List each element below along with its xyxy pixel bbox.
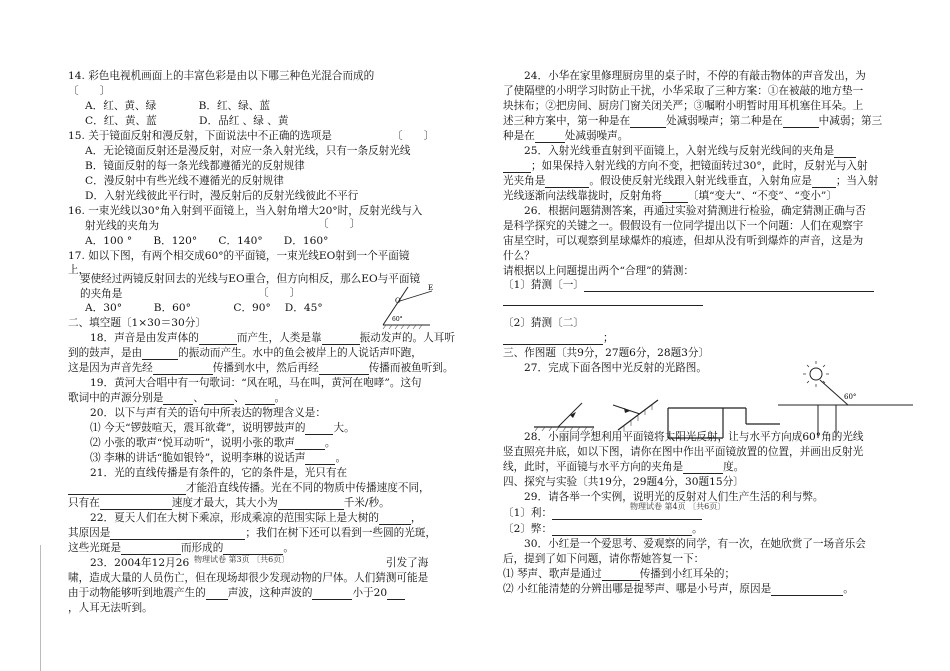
q18-blank-1[interactable]: [199, 333, 237, 345]
q18-blank-2[interactable]: [322, 333, 360, 345]
q25-text-g: 〔填“变大”、“不变”、“变小”〕: [687, 190, 837, 202]
q17-bracket: 〔 〕: [258, 287, 301, 299]
q23-line2: 啸，造成大量的人员伤亡，但在现场却很少发现动物的尸体。人们猜测可能是: [68, 572, 429, 584]
q30-line2: 后，提到了如下问题，请你帮她答复一下：: [503, 553, 705, 565]
q29-part2-label: 〔2〕弊：: [503, 523, 553, 535]
q22-blank-2[interactable]: [110, 528, 245, 540]
q24-text-d: 种是在: [503, 130, 535, 142]
q21-blank-1[interactable]: [68, 483, 186, 495]
q20-sub1-end: 大。: [333, 422, 355, 434]
q25-text-d: 。假设使反射光线跟入射光线垂直，入射角应是: [589, 175, 812, 187]
q23-text-a: 由于动物能够听到地震产生的: [68, 587, 206, 599]
q23-blank-2[interactable]: [312, 588, 352, 600]
q25-text-e: ；当入射: [835, 175, 879, 187]
q23-blank-3[interactable]: [387, 588, 405, 600]
q17-stem-line2: 要使经过两镜反射回去的光线与EO重合，但方向相反，那么EO与平面镜: [80, 273, 421, 285]
q19-blank-2[interactable]: [204, 393, 234, 405]
q28-text-a: 线，此时，平面镜与水平方向的夹角是: [503, 461, 684, 473]
q17-label-angle: 60°: [392, 316, 403, 323]
q27-figure-1: [534, 403, 594, 431]
q17-mirror-figure: [378, 283, 438, 333]
q20-sub3-text: ⑶ 李琳的讲话“脆如银铃”，说明李琳的说话声: [90, 452, 306, 464]
q24-text-a: 述三种方案中，第一种是在: [503, 115, 631, 127]
q14-stem: 14. 彩色电视机画面上的丰富色彩是由以下哪三种色光混合而成的: [68, 70, 375, 82]
q18-text-c: 振动发声的。人耳听: [359, 332, 455, 344]
q18-text-g: 传播到水中，然后再经: [212, 362, 319, 374]
q23-line1b: 引发了海: [386, 557, 429, 569]
q30-sub2-end: 。: [843, 583, 854, 595]
q22-blank-1[interactable]: [379, 513, 411, 525]
q21-line3: [68, 496, 390, 510]
q29-part1: [503, 506, 702, 520]
q15-option-b: B．镜面反射的每一条光线都遵循光的反射规律: [85, 160, 305, 172]
q26-line2: 是科学探究的关键之一。假假设有一位同学提出以下一个问题：人们在观察宇: [503, 220, 864, 232]
q21-line2: [68, 481, 430, 495]
q18-blank-3[interactable]: [142, 348, 178, 360]
q17-label-e: E: [428, 284, 434, 292]
q14-bracket: 〔 〕: [68, 85, 111, 97]
section-4-title: 四、探究与实验〔共19分，29题4分，30题15分〕: [503, 476, 744, 488]
q19-sep-2: 、: [233, 392, 245, 404]
q26-guess1-line2: [503, 292, 703, 306]
q18-blank-4[interactable]: [153, 363, 213, 375]
q18-text-h: 传播而被鱼听到。: [368, 362, 454, 374]
q20-blank-1[interactable]: [305, 423, 333, 435]
q24-blank-3[interactable]: [535, 131, 565, 143]
q17-stem-line3: 的夹角是: [80, 288, 123, 300]
q20-sub1: [90, 421, 355, 435]
q20-blank-2[interactable]: [295, 438, 325, 450]
q28-line2: 竖直照亮井底，如以下图，请你在图中作出平面镜放置的位置，并画出反射光: [503, 446, 864, 458]
q19-sep-1: 、: [193, 392, 204, 404]
q30-blank-1[interactable]: [602, 569, 640, 581]
q15-option-a: A．无论镜面反射还是漫反射，对应一条入射光线，只有一条反射光线: [85, 145, 411, 157]
q25-text-c: 光夹角是: [503, 175, 546, 187]
q21-blank-3[interactable]: [278, 498, 344, 510]
q19-blank-1[interactable]: [163, 393, 193, 405]
q24-text-c: 中减弱；第三: [818, 115, 883, 127]
q24-text-e: 处减弱噪声。: [564, 130, 629, 142]
q24-blank-1[interactable]: [630, 116, 666, 128]
q25-blank-2[interactable]: [503, 161, 531, 173]
q25-text-a: 25．入射光线垂直射到平面镜上，入射光线与反射光线间的夹角是: [524, 145, 835, 157]
q23-text-c: 小于20: [352, 587, 388, 599]
q20-line1: 20．以下与声有关的语句中所表达的物理含义是：: [90, 407, 326, 419]
q26-guess2: [503, 316, 584, 330]
q18-text-d: 到的鼓声，是由: [68, 347, 143, 359]
q28-line1: 28．小丽同学想利用平面镜将太阳光反射，让与水平方向成60°角的光线: [524, 431, 864, 443]
q27-sun-well-figure: [778, 361, 913, 438]
q22-line1: [90, 511, 422, 525]
q21-blank-2[interactable]: [100, 498, 172, 510]
q19-text: 歌词中的声源分别是: [68, 392, 164, 404]
q27-angle-label: 60°: [844, 393, 857, 401]
q18-text-f: 这是因为声音先经: [68, 362, 153, 374]
q26-guess1-answer-2[interactable]: [503, 294, 703, 306]
q21-text-b: 只有在: [68, 497, 100, 509]
q25-blank-3[interactable]: [545, 176, 589, 188]
q22-text-b: ，: [410, 512, 422, 524]
q21-line1: 21．光的直线传播是有条件的，它的条件是，光只有在: [90, 467, 348, 479]
q23-line1a: 23．2004年12月26: [90, 557, 190, 569]
q26-line5: 请根据以上问题提出两个“合理”的猜测：: [503, 265, 694, 277]
q29-line1: 29．请各举一个实例，说明光的反射对人们生产生活的利与弊。: [524, 491, 824, 503]
q24-line2: 了使隔壁的小明学习时防止干扰，小华采取了三种方案：①在被敲的地方垫一: [503, 85, 864, 97]
q26-line1: 26．根据问题猜测答案，再通过实验对猜测进行检验，确定猜测正确与否: [524, 205, 866, 217]
q25-blank-4[interactable]: [812, 176, 836, 188]
q23-line4: ，人耳无法听到。: [68, 602, 153, 614]
q22-line2: [68, 526, 436, 540]
q18-blank-5[interactable]: [319, 363, 369, 375]
q22-text-c: 其原因是: [68, 527, 111, 539]
q26-end: ；: [603, 332, 614, 344]
q22-blank-3[interactable]: [121, 543, 181, 555]
q16-stem: 16. 一束光线以30°角入射到平面镜上，当入射角增大20°时，反射光线与入: [68, 205, 423, 217]
q29-end: 。: [692, 523, 703, 535]
q18-line2: [68, 346, 422, 360]
q17-stem-b: 上，: [68, 264, 90, 276]
q25-line3: [503, 174, 878, 188]
q26-guess1-answer[interactable]: [584, 280, 874, 292]
page-footer-left: 物理试卷 第3页 〔共6页〕: [194, 555, 290, 564]
q25-line1: [524, 144, 856, 158]
q19-line1: 19．黄河大合唱中有一句歌词：“风在吼，马在叫，黄河在咆哮”。这句: [90, 377, 422, 389]
q30-line1: 30．小红是一个爱思考、爱观察的同学，有一次，在她欣赏了一场音乐会: [524, 538, 866, 550]
q15-stem: 15. 关于镜面反射和漫反射，下面说法中不正确的选项是: [68, 130, 332, 142]
q27-line1: 27．完成下面各图中光反射的光路图。: [524, 362, 707, 374]
q27-figures: [518, 360, 918, 440]
q30-sub2-text: ⑵ 小红能清楚的分辨出哪是提琴声、哪是小号声，原因是: [503, 583, 772, 595]
q25-blank-5[interactable]: [662, 191, 688, 203]
q28-blank-1[interactable]: [683, 462, 723, 474]
binding-margin-line: [40, 545, 41, 671]
q24-line3: 块抹布；②把房间、厨房门窗关闭关严；③嘱咐小明暂时用耳机塞住耳朵。上: [503, 100, 864, 112]
q25-blank-1[interactable]: [834, 146, 856, 158]
q15-option-d: D．入射光线彼此平行时，漫反射后的反射光线彼此不平行: [85, 190, 359, 202]
q22-text-a: 22．夏天人们在大树下乘凉，形成乘凉的范围实际上是大树的: [90, 512, 379, 524]
q14-options-row2: C．红、黄、蓝 D．品红 、绿 、黄: [85, 115, 289, 127]
q20-sub3: [90, 451, 346, 465]
q19-blank-3[interactable]: [245, 393, 275, 405]
q24-line1: 24．小华在家里修理厨房里的桌子时，不停的有敲击物体的声音发出，为: [524, 70, 866, 82]
q25-line2: [503, 159, 868, 173]
page-footer-right: 物理试卷 第4页 〔共6页〕: [630, 502, 726, 511]
q23-blank-1[interactable]: [206, 588, 228, 600]
q20-sub1-text: ⑴ 今天“锣鼓喧天，震耳欲聋”，说明锣鼓声的: [90, 422, 306, 434]
q30-sub2: [503, 582, 854, 596]
q30-sub1-end: 传播到小红耳朵的；: [639, 568, 736, 580]
q26-guess2-label: 〔2〕猜测〔二〕: [503, 317, 584, 329]
q20-blank-3[interactable]: [305, 453, 335, 465]
q26-line4: 什么？: [503, 250, 535, 262]
q21-text-a: 才能沿直线传播。光在不同的物质中传播速度不同，: [186, 482, 430, 494]
q17-stem: 17. 如以下图，有两个相交成60°的平面镜，一束光线EO射到一个平面镜: [68, 250, 410, 262]
q30-sub1-text: ⑴ 琴声、歌声是通过: [503, 568, 602, 580]
q24-blank-2[interactable]: [783, 116, 819, 128]
section-3-title: 三、作图题〔共9分，27题6分，28题3分〕: [503, 347, 710, 359]
q26-guess1: [503, 278, 874, 292]
q23-line3: [68, 586, 405, 600]
q21-text-c: 速度才最大，其大小为: [171, 497, 278, 509]
q28-text-b: 度。: [723, 461, 745, 473]
q24-text-b: 处减弱噪声；第二种是在: [666, 115, 783, 127]
q22-text-e: 这些光斑是: [68, 542, 121, 554]
q18-text-e: 的振动而产生。水中的鱼会被岸上的人说话声吓跑，: [178, 347, 422, 359]
q30-blank-2[interactable]: [771, 584, 843, 596]
q26-line3: 宙星空时，可以观察到星球爆炸的痕迹，但却从没有听到爆炸的声音，这是为: [503, 235, 864, 247]
q20-sub2: [90, 436, 335, 450]
q16-stem-line2: 射光线的夹角为: [85, 220, 160, 232]
q30-sub1: [503, 567, 735, 581]
q17-options: A．30° B．60° C．90° D．45°: [85, 302, 323, 314]
q25-text-b: ；如果保持入射光线的方向不变，把镜面转过30°，此时，反射光与入射: [531, 160, 868, 172]
q26-guess2-answer[interactable]: [503, 333, 603, 345]
q20-sub2-end: 。: [324, 437, 336, 449]
q24-line5: [503, 129, 628, 143]
q19-line2: [68, 391, 285, 405]
q29-answer-2[interactable]: [552, 524, 692, 536]
q28-line3: [503, 460, 744, 474]
q18-text-a: 18．声音是由发声体的: [90, 332, 199, 344]
q17-label-o: O: [395, 297, 401, 305]
q27-figure-2: [613, 400, 658, 431]
q21-text-d: 千米/秒。: [343, 497, 390, 509]
q24-line4: [503, 114, 882, 128]
q18-line1: [90, 331, 455, 345]
q22-text-d: ；我们在树下还可以看到一些圆的光斑，: [245, 527, 437, 539]
q14-options-row1: A．红、黄、绿 B．红、绿、蓝: [85, 100, 270, 112]
q29-answer-1[interactable]: [552, 508, 702, 520]
q26-guess2-line2: [503, 331, 614, 345]
q15-option-c: C．漫反射中有些光线不遵循光的反射规律: [85, 175, 284, 187]
section-2-title: 二、填空题〔1×30＝30分〕: [68, 317, 206, 329]
q16-bracket: 〔 〕: [318, 218, 361, 230]
q19-end: 。: [274, 392, 286, 404]
q22-text-f: 而形成的: [180, 542, 224, 554]
q20-sub2-text: ⑵ 小张的歌声“悦耳动听”，说明小张的歌声: [90, 437, 295, 449]
q22-text-g: 。: [283, 542, 294, 554]
q26-guess1-label: 〔1〕猜测〔一〕: [503, 279, 584, 291]
q25-line4: [503, 189, 837, 203]
q23-text-b: 声波，这种声波的: [227, 587, 313, 599]
q29-part2: [503, 522, 703, 536]
q20-sub3-end: 。: [335, 452, 347, 464]
q22-line3: [68, 541, 294, 555]
q25-text-f: 光线逐渐向法线靠拢时，反射角将: [503, 190, 662, 202]
q18-text-b: 而产生，人类是靠: [236, 332, 322, 344]
q29-part1-label: 〔1〕利：: [503, 507, 553, 519]
q15-bracket: 〔 〕: [392, 130, 435, 142]
q16-options: A．100 ° B．120° C．140° D．160°: [85, 235, 329, 247]
q18-line3: [68, 361, 453, 375]
